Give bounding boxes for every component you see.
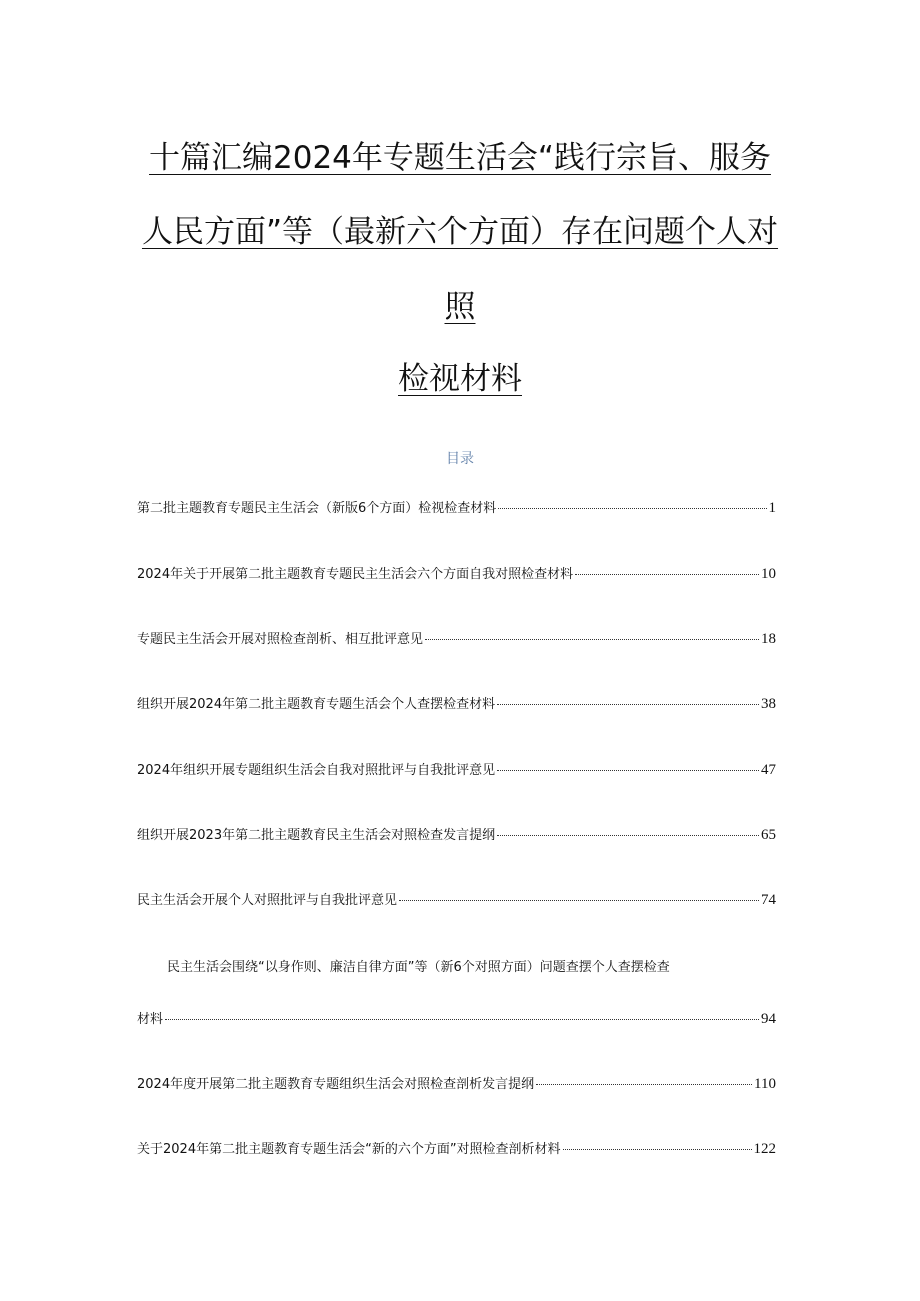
toc-entry-title: 2024年度开展第二批主题教育专题组织生活会对照检查剖析发言提纲 [137,1077,535,1092]
toc-entry-title: 材料 [137,1012,164,1027]
toc-leader-dots [497,769,759,771]
toc-entry-title: 第二批主题教育专题民主生活会（新版6个方面）检视检查材料 [137,501,497,516]
toc-entry-title: 民主生活会开展个人对照批评与自我批评意见 [137,893,398,908]
toc-leader-dots [575,573,759,575]
toc-leader-dots [497,703,759,705]
toc-entry[interactable] [137,563,776,583]
toc-entry-page: 18 [761,631,776,647]
toc-entry-page: 122 [753,1141,776,1157]
toc-entry[interactable] [137,889,776,909]
toc-entry[interactable] [137,1138,776,1158]
toc-entry-page: 65 [761,827,776,843]
toc-entry-title: 专题民主生活会开展对照检查剖析、相互批评意见 [137,632,424,647]
toc-entry-page: 1 [768,500,776,516]
toc-leader-dots [399,899,759,901]
toc-entry-page: 110 [754,1076,776,1092]
toc-entry[interactable] [137,1008,776,1028]
toc-entry[interactable] [137,693,776,713]
toc-entry-page: 94 [761,1011,776,1027]
toc-heading: 目录 [446,451,474,467]
toc-entry[interactable] [137,628,776,648]
toc-entry[interactable] [137,1073,776,1093]
toc-entry-title: 组织开展2023年第二批主题教育民主生活会对照检查发言提纲 [137,828,496,843]
toc-leader-dots [425,638,759,640]
toc-entry-page: 38 [761,696,776,712]
toc-entry-page: 74 [761,892,776,908]
toc-entry-title: 关于2024年第二批主题教育专题生活会“新的六个方面”对照检查剖析材料 [137,1142,561,1157]
toc-entry-title: 2024年组织开展专题组织生活会自我对照批评与自我批评意见 [137,763,496,778]
title-line-1: 十篇汇编2024年专题生活会“践行宗旨、服务 [149,140,771,176]
toc-leader-dots [536,1083,752,1085]
toc-entry-title: 组织开展2024年第二批主题教育专题生活会个人查摆检查材料 [137,697,496,712]
title-line-2: 人民方面”等（最新六个方面）存在问题个人对 [141,214,779,250]
title-line-3: 照 [444,289,476,325]
toc-entry[interactable] [137,824,776,844]
toc-leader-dots [563,1148,752,1150]
toc-entry[interactable] [137,497,776,517]
title-line-4: 检视材料 [398,361,522,397]
toc-leader-dots [497,834,759,836]
toc-entry-title: 2024年关于开展第二批主题教育专题民主生活会六个方面自我对照检查材料 [137,567,574,582]
toc-entry-page: 10 [761,566,776,582]
toc-leader-dots [165,1018,759,1020]
toc-entry[interactable] [137,759,776,779]
toc-leader-dots [498,507,766,509]
toc-entry-title-first-line[interactable]: 民主生活会围绕“以身作则、廉洁自律方面”等（新6个对照方面）问题查摆个人查摆检查 [167,960,670,975]
toc-entry-page: 47 [761,762,776,778]
